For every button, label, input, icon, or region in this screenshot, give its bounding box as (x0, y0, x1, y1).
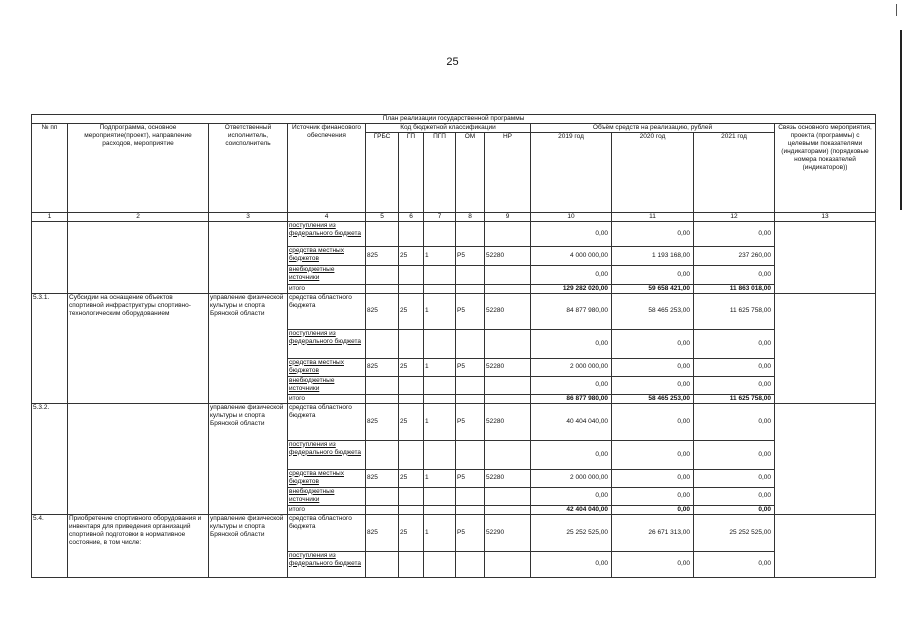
col-number: 8 (456, 212, 485, 221)
col-number: 2 (68, 212, 209, 221)
table-row: 5.4. Приобретение спортивного оборудования и инвентаря для приведения организаций спортивной подготовки в нормативное состояние, в том числе: управление физической культуры и спорта Брянской области средства областного бюджета 825 25 1 Р5 52290 25 252 525,00 26 671 313,00 25 252 525,00 (32, 514, 876, 551)
col-number: 9 (485, 212, 531, 221)
header-num: № пп (32, 124, 68, 213)
col-number: 7 (424, 212, 456, 221)
table-row: 5.3.2. управление физической культуры и спорта Брянской области средства областного бюджета 825 25 1 Р5 52280 40 404 040,00 0,00 0,00 (32, 403, 876, 440)
table-row: поступления из федерального бюджета 0,00 0,00 0,00 (32, 329, 876, 358)
header-subprogram: Подпрограмма, основное мероприятие(проект), направление расходов, мероприятие (68, 124, 209, 213)
col-number: 12 (694, 212, 775, 221)
header-2020: 2020 год (612, 133, 694, 142)
measure-name: Приобретение спортивного оборудования и инвентаря для приведения организаций спортивной подготовки в нормативное состояние, в том числе: (68, 514, 209, 577)
page-number: 25 (446, 56, 459, 68)
total-row: итого 129 282 020,00 59 658 421,00 11 863 018,00 (32, 284, 876, 293)
table-row: средства местных бюджетов 825 25 1 Р5 52280 4 000 000,00 1 193 168,00 237 260,00 (32, 246, 876, 265)
table-title: План реализации государственной программы (32, 115, 876, 124)
row-number: 5.4. (32, 514, 68, 577)
col-number: 11 (612, 212, 694, 221)
col-number: 1 (32, 212, 68, 221)
header-gp: ГП (399, 133, 424, 142)
header-2019: 2019 год (531, 133, 612, 142)
header-np: НР (485, 133, 531, 142)
row-number: 5.3.2. (32, 403, 68, 514)
header-link: Связь основного мероприятия, проекта (программы) с целевыми показателями (индикаторами) (порядковые номера показателей (индикаторов)) (775, 124, 876, 213)
table-row: средства местных бюджетов 825 25 1 Р5 52280 2 000 000,00 0,00 0,00 (32, 469, 876, 487)
col-number: 13 (775, 212, 876, 221)
header-2021: 2021 год (694, 133, 775, 142)
executor: управление физической культуры и спорта Брянской области (209, 293, 288, 403)
executor: управление физической культуры и спорта Брянской области (209, 403, 288, 514)
header-source: Источник финансового обеспечения (288, 124, 366, 213)
col-number: 10 (531, 212, 612, 221)
edge-mark (896, 4, 897, 16)
header-budget-code: Код бюджетной классификации (366, 124, 531, 133)
measure-name: Субсидии на оснащение объектов спортивной инфраструктуры спортивно-технологическим оборудованием (68, 293, 209, 403)
col-number: 6 (399, 212, 424, 221)
header-om: ОМ (456, 133, 485, 142)
table-row: поступления из федерального бюджета 0,00 0,00 0,00 (32, 221, 876, 246)
table-row: средства местных бюджетов 825 25 1 Р5 52280 2 000 000,00 0,00 0,00 (32, 358, 876, 376)
header-volume: Объём средств на реализацию, рублей (531, 124, 775, 133)
header-executor: Ответственный исполнитель, соисполнитель (209, 124, 288, 213)
table-row: поступления из федерального бюджета 0,00 0,00 0,00 (32, 551, 876, 577)
table-row: внебюджетные источники 0,00 0,00 0,00 (32, 265, 876, 284)
table-row: 5.3.1. Субсидии на оснащение объектов спортивной инфраструктуры спортивно-технологическим оборудованием управление физической культуры и спорта Брянской области средства областного бюджета 825 25 1 Р5 52280 84 877 980,00 58 465 253,00 11 625 758,00 (32, 293, 876, 329)
total-row: итого 86 877 980,00 58 465 253,00 11 625 758,00 (32, 394, 876, 403)
executor: управление физической культуры и спорта Брянской области (209, 514, 288, 577)
table-row: поступления из федерального бюджета 0,00 0,00 0,00 (32, 440, 876, 469)
header-pgp: ПГП (424, 133, 456, 142)
col-number: 4 (288, 212, 366, 221)
table-row: внебюджетные источники 0,00 0,00 0,00 (32, 487, 876, 505)
header-grbs: ГРБС (366, 133, 399, 142)
col-number: 5 (366, 212, 399, 221)
row-number: 5.3.1. (32, 293, 68, 403)
total-row: итого 42 404 040,00 0,00 0,00 (32, 505, 876, 514)
program-plan-table (31, 114, 876, 578)
col-number: 3 (209, 212, 288, 221)
table-row: внебюджетные источники 0,00 0,00 0,00 (32, 376, 876, 394)
